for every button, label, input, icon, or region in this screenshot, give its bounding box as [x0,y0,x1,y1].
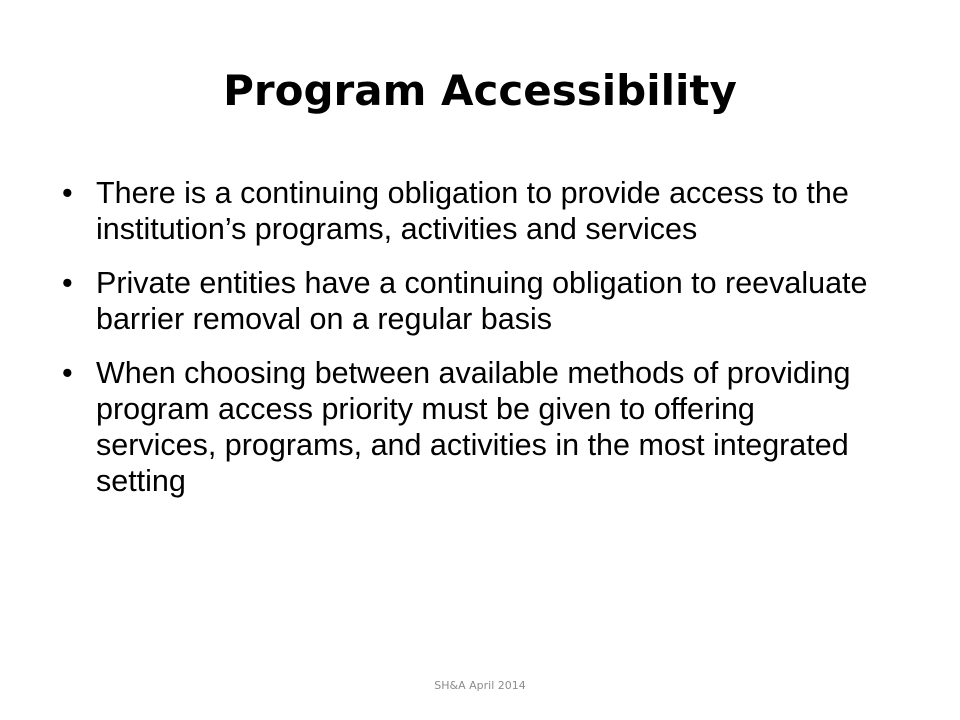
bullet-text: Private entities have a continuing obligation to reevaluate barrier removal on a regular basis [96,266,868,336]
bullet-text: When choosing between available methods of providing program access priority must be given to offering services, programs, and activities in the most integrated setting [96,356,851,498]
bullet-text: There is a continuing obligation to provide access to the institution’s programs, activities and services [96,176,849,246]
bullet-marker: • [62,176,73,210]
bullet-item [62,355,882,499]
bullet-marker: • [62,356,73,390]
bullet-marker: • [62,266,73,300]
bullet-item [62,175,882,247]
bullet-item [62,265,882,337]
bullet-list [62,175,882,517]
slide-footer: SH&A April 2014 [434,679,526,692]
slide-title: Program Accessibility [223,66,737,115]
